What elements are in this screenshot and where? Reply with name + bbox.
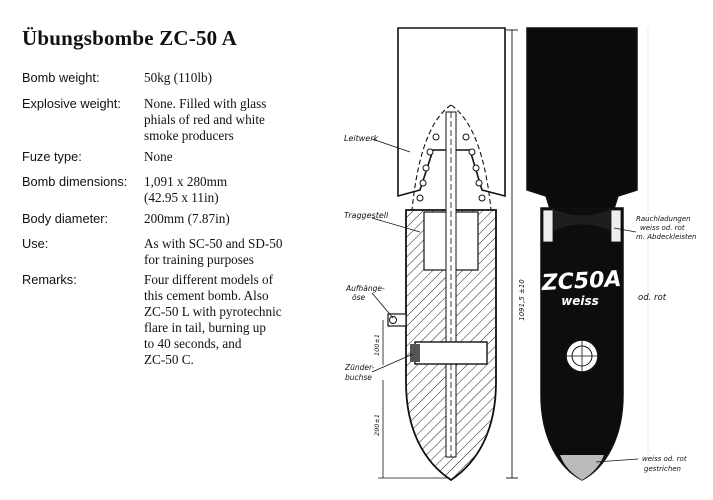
label-bottom-1: weiss od. rot — [642, 455, 687, 463]
label-traggestell: Traggestell — [344, 211, 389, 220]
spec-value-line: 200mm (7.87in) — [144, 211, 230, 226]
spec-value-line: for training purposes — [144, 252, 254, 267]
section-view — [378, 28, 518, 480]
spec-value-line: 1,091 x 280mm — [144, 174, 228, 189]
spec-label: Bomb dimensions: — [22, 174, 128, 189]
spec-value — [144, 149, 322, 165]
spec-value-line: Four different models of — [144, 272, 274, 287]
stencil-weiss: weiss — [561, 294, 599, 308]
stencil-zc50a: ZC50A — [541, 266, 623, 297]
page-title: Übungsbombe ZC-50 A — [22, 26, 238, 50]
label-aufhaenge-2: öse — [352, 293, 366, 302]
spec-value-line: smoke producers — [144, 128, 234, 143]
spec-label: Use: — [22, 236, 49, 251]
spec-value-line: None — [144, 149, 173, 164]
spec-value — [144, 174, 322, 206]
label-bottom-2: gestrichen — [644, 465, 681, 473]
spec-value-line: None. Filled with glass — [144, 96, 267, 111]
spec-label: Bomb weight: — [22, 70, 100, 85]
label-rauchladungen-3: m. Abdeckleisten — [636, 233, 697, 241]
spec-label: Remarks: — [22, 272, 77, 287]
label-zuender-2: buchse — [345, 373, 372, 382]
label-od-rot: od. rot — [638, 293, 667, 303]
spec-value-line: ZC-50 C. — [144, 352, 194, 367]
spec-label: Explosive weight: — [22, 96, 121, 111]
spec-value-line: (42.95 x 11in) — [144, 190, 219, 205]
dimension-lug: 100±1 — [373, 334, 381, 356]
spec-value — [144, 70, 322, 86]
spec-value-line: ZC-50 L with pyrotechnic — [144, 304, 282, 319]
fuze-pocket — [415, 342, 487, 364]
spec-value-line: phials of red and white — [144, 112, 265, 127]
spec-label: Body diameter: — [22, 211, 109, 226]
exterior-tail — [527, 28, 637, 215]
spec-value — [144, 211, 322, 227]
dimension-nose: 290±1 — [373, 414, 381, 436]
label-leitwerk: Leitwerk — [344, 134, 379, 143]
label-zuender-1: Zünder- — [345, 363, 375, 372]
spec-value — [144, 272, 322, 368]
bomb-technical-drawing — [320, 0, 713, 500]
spec-value-line: flare in tail, burning up — [144, 320, 266, 335]
spec-value — [144, 236, 322, 268]
spec-value-line: to 40 seconds, and — [144, 336, 242, 351]
spec-value-line: this cement bomb. Also — [144, 288, 269, 303]
spec-value-line: 50kg (110lb) — [144, 70, 213, 85]
label-rauchladungen-1: Rauchladungen — [636, 215, 691, 223]
fuze-ring — [566, 340, 598, 372]
label-aufhaenge-1: Aufhänge- — [346, 284, 385, 293]
dimension-total-length: 1091,5 ±10 — [518, 279, 526, 321]
exterior-view — [527, 28, 648, 480]
label-rauchladungen-2: weiss od. rot — [640, 224, 685, 232]
spec-value — [144, 96, 322, 144]
spec-label: Fuze type: — [22, 149, 82, 164]
spec-value-line: As with SC-50 and SD-50 — [144, 236, 283, 251]
